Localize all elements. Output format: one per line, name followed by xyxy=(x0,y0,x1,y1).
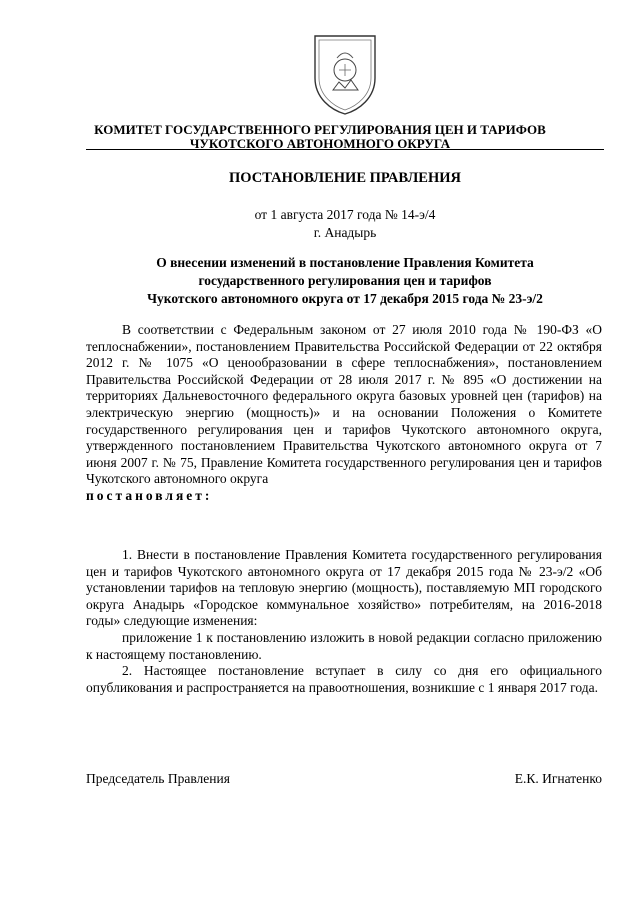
document-city: г. Анадырь xyxy=(313,225,377,240)
item-1-paragraph: 1. Внести в постановление Правления Комитета государственного регулирования цен и тарифов Чукотского автономного округа от 17 декабря 2015 года № 23-э/2 «Об установлении тарифов на тепловую энергию (мощность), поставляемую МП городского округа Анадырь «Городское коммунальное хозяйство» потребителям, на 2016-2018 годы» следующие изменения: xyxy=(86,547,602,629)
document-date-number: от 1 августа 2017 года № 14-э/4 xyxy=(254,207,436,222)
subject-line-2: государственного регулирования цен и тарифов xyxy=(198,273,492,288)
subject-line-1: О внесении изменений в постановление Правления Комитета xyxy=(156,255,534,270)
resolves-keyword: постановляет: xyxy=(86,487,213,503)
preamble-paragraph: В соответствии с Федеральным законом от 27 июля 2010 года № 190-ФЗ «О теплоснабжении», постановлением Правительства Российской Федерации от 22 октября 2012 г. № 1075 «О ценообразовании в сфере теплоснабжения», постановлением Правительства Российской Федерации от 28 июля 2017 г. № 895 «О достижении на территориях Дальневосточного федерального округа базовых уровней цен (тарифов) на электрическую энергию (мощность)» и на основании Положения о Комитете государственного регулирования цен и тарифов Чукотского автономного округа, утвержденного постановлением Правительства Чукотского автономного округа от 7 июня 2007 г. № 75, Правление Комитета государственного регулирования цен и тарифов Чукотского автономного округа xyxy=(86,322,602,487)
coat-of-arms-icon xyxy=(309,32,381,116)
signatory-position: Председатель Правления xyxy=(86,771,230,786)
preamble-block xyxy=(86,322,602,505)
signatory-name: Е.К. Игнатенко xyxy=(514,771,602,786)
org-name-line-2: ЧУКОТСКОГО АВТОНОМНОГО ОКРУГА xyxy=(189,136,451,151)
org-name-line-1: КОМИТЕТ ГОСУДАРСТВЕННОГО РЕГУЛИРОВАНИЯ ЦЕН И ТАРИФОВ xyxy=(94,122,546,137)
subject-line-3: Чукотского автономного округа от 17 декабря 2015 года № 23-э/2 xyxy=(147,291,543,306)
item-2-paragraph: 2. Настоящее постановление вступает в силу со дня его официального опубликования и распространяется на правоотношения, возникшие с 1 января 2017 года. xyxy=(86,663,602,695)
resolution-items xyxy=(86,547,602,696)
document-type-title: ПОСТАНОВЛЕНИЕ ПРАВЛЕНИЯ xyxy=(228,170,461,186)
item-1-sub-paragraph: приложение 1 к постановлению изложить в новой редакции согласно приложению к настоящему постановлению. xyxy=(86,629,602,662)
header-divider xyxy=(86,149,604,150)
